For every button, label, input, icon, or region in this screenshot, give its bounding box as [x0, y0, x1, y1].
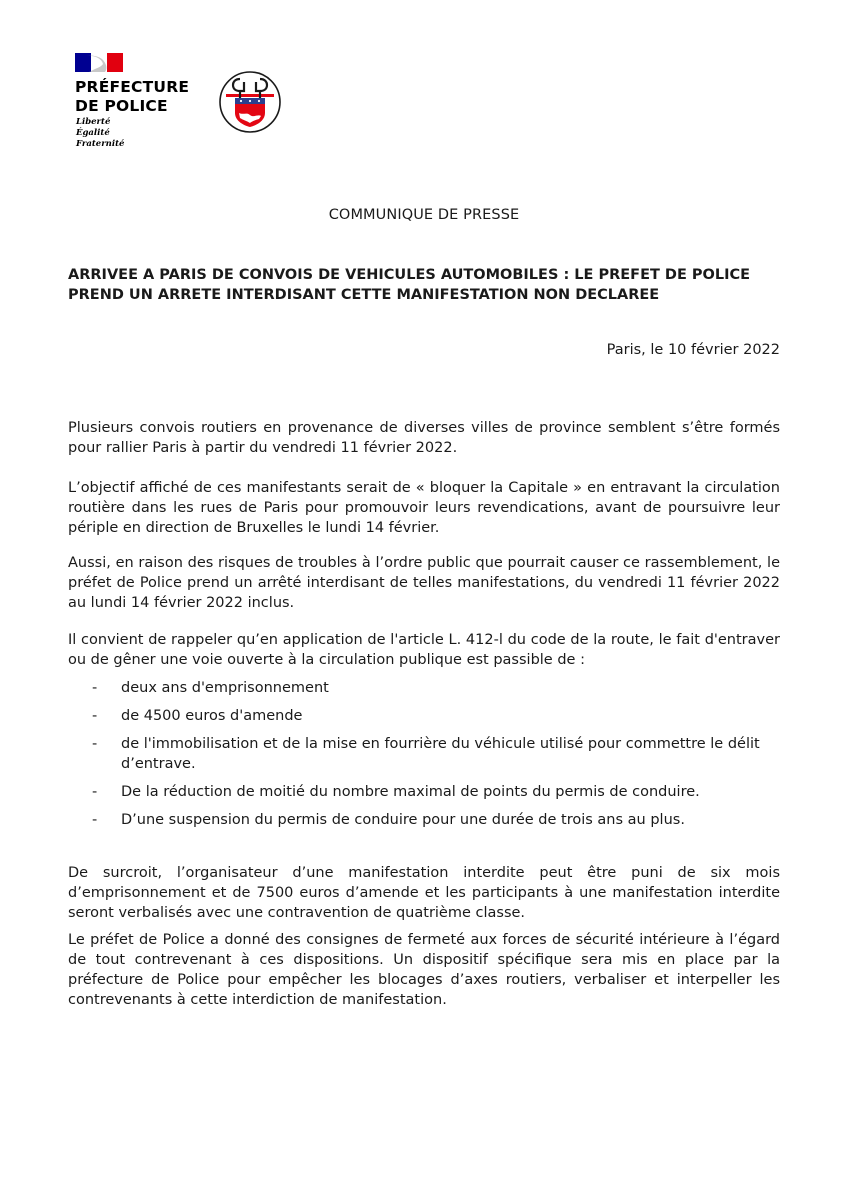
paragraph-consignes: Le préfet de Police a donné des consignes de fermeté aux forces de sécurité intérieure à l’égard de tout contrevenant à ces dispositions. Un dispositif spécifique sera mis en place par la préfecture de Police pour empêcher les blocages d’axes routiers, verbaliser et interpeller les contrevenants à cette interdiction de manifestation. — [68, 932, 780, 1008]
headline-line2: PREND UN ARRETE INTERDISANT CETTE MANIFESTATION NON DECLAREE — [68, 287, 660, 303]
penalty-text: deux ans d'emprisonnement — [121, 680, 329, 696]
list-item — [68, 734, 780, 774]
dateline: Paris, le 10 février 2022 — [606, 342, 780, 358]
bullet-dash: - — [92, 680, 98, 696]
list-item — [68, 810, 780, 830]
paragraph-objectif: L’objectif affiché de ces manifestants serait de « bloquer la Capitale » en entravant la circulation routière dans les rues de Paris pour promouvoir leurs revendications, avant de poursuivre leur périple en direction de Bruxelles le lundi 14 février. — [68, 480, 780, 536]
brand-title-line1: PRÉFECTURE — [75, 78, 190, 96]
brand-title-line2: DE POLICE — [75, 97, 168, 115]
headline — [68, 265, 780, 305]
bullet-dash: - — [92, 708, 98, 724]
paragraph-sanctions: De surcroit, l’organisateur d’une manifestation interdite peut être puni de six mois d’emprisonnement et de 7500 euros d’amende et les participants à une manifestation interdite seront verbalisés avec une contravention de quatrième classe. — [68, 865, 780, 921]
brand-title — [75, 78, 189, 116]
bullet-dash: - — [92, 736, 98, 752]
list-item — [68, 706, 780, 726]
republic-motto — [76, 117, 124, 150]
penalties-list — [68, 678, 780, 838]
penalty-text: De la réduction de moitié du nombre maximal de points du permis de conduire. — [121, 784, 700, 800]
penalty-text: de 4500 euros d'amende — [121, 708, 303, 724]
paragraph-convois: Plusieurs convois routiers en provenance de diverses villes de province semblent s’être formés pour rallier Paris à partir du vendredi 11 février 2022. — [68, 420, 780, 456]
penalty-text: D’une suspension du permis de conduire pour une durée de trois ans au plus. — [121, 812, 685, 828]
document-type: COMMUNIQUE DE PRESSE — [328, 207, 520, 223]
paragraph-rappel: Il convient de rappeler qu’en application de l'article L. 412-l du code de la route, le fait d'entraver ou de gêner une voie ouverte à la circulation publique est passible de : — [68, 632, 780, 668]
paragraph-arrete: Aussi, en raison des risques de troubles à l’ordre public que pourrait causer ce rassemblement, le préfet de Police prend un arrêté interdisant de telles manifestations, du vendredi 11 février 2022 au lundi 14 février 2022 inclus. — [68, 555, 780, 611]
penalty-text: de l'immobilisation et de la mise en fourrière du véhicule utilisé pour commettre le délit d’entrave. — [121, 736, 760, 772]
headline-line1: ARRIVEE A PARIS DE CONVOIS DE VEHICULES AUTOMOBILES : LE PREFET DE POLICE — [68, 267, 751, 283]
prefecture-police-emblem-icon — [218, 70, 282, 134]
motto-fraternite: Fraternité — [76, 139, 125, 149]
list-item — [68, 678, 780, 698]
list-item — [68, 782, 780, 802]
motto-liberte: Liberté — [76, 117, 111, 127]
marianne-logo-icon — [75, 53, 123, 72]
bullet-dash: - — [92, 812, 98, 828]
motto-egalite: Égalité — [76, 128, 110, 138]
bullet-dash: - — [92, 784, 98, 800]
